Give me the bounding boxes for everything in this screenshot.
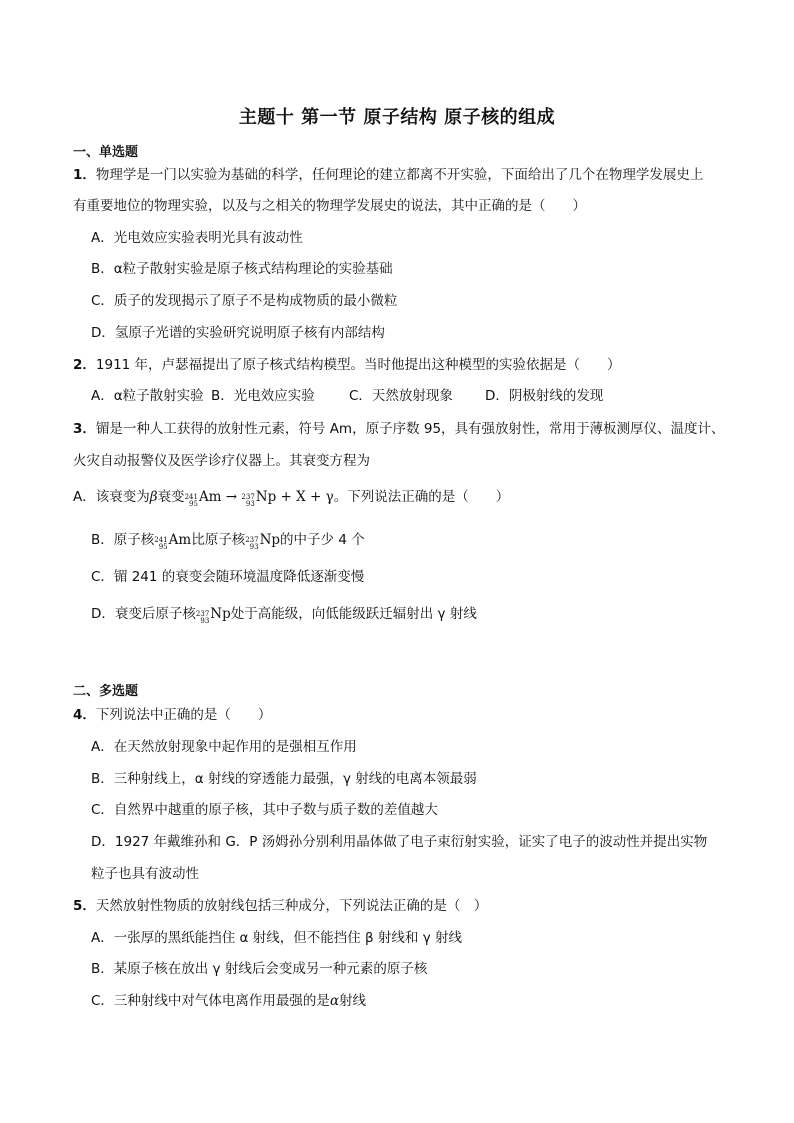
question-text: 镅是一种人工获得的放射性元素，符号 Am，原子序数 95，具有强放射性，常用于薄板测厚仪、温度计、	[95, 421, 725, 437]
question-4	[73, 706, 271, 724]
atomic-number: 95	[158, 543, 168, 551]
q2-option-b[interactable]: B．光电效应实验	[211, 388, 315, 404]
mass-number: 237	[241, 493, 255, 501]
q3-option-c[interactable]: C．镅 241 的衰变会随环境温度降低逐渐变慢	[91, 569, 365, 585]
q3-option-d[interactable]	[91, 605, 477, 625]
q4-option-b[interactable]: B．三种射线上，α 射线的穿透能力最强，γ 射线的电离本领最弱	[91, 771, 477, 787]
mass-number: 241	[184, 493, 198, 501]
atomic-number: 93	[249, 543, 259, 551]
element-symbol: Np	[210, 606, 231, 622]
q4-option-d-line-2: 粒子也具有波动性	[91, 866, 199, 882]
q4-option-c[interactable]: C．自然界中越重的原子核，其中子数与质子数的差值越大	[91, 802, 438, 818]
option-text: 衰变	[157, 489, 185, 505]
option-text: 射线	[339, 993, 367, 1009]
alpha-symbol: α	[329, 993, 340, 1009]
nuclide-am-241	[154, 531, 191, 551]
reaction-arrow: →	[221, 489, 242, 505]
q5-option-a[interactable]: A．一张厚的黑纸能挡住 α 射线，但不能挡住 β 射线和 γ 射线	[91, 930, 462, 946]
element-symbol: Am	[168, 532, 192, 548]
q1-option-b[interactable]: B．α粒子散射实验是原子核式结构理论的实验基础	[91, 261, 393, 277]
beta-symbol: β	[149, 489, 158, 505]
option-text: 比原子核	[191, 532, 246, 548]
q2-option-d[interactable]: D．阴极射线的发现	[485, 388, 604, 404]
section-heading-multiple-choice: 二、多选题	[73, 684, 139, 699]
question-1	[73, 166, 703, 184]
question-number: 5．	[73, 898, 96, 914]
q2-option-c[interactable]: C．天然放射现象	[349, 388, 453, 404]
mass-number: 241	[154, 536, 168, 544]
question-number: 3．	[73, 421, 96, 437]
element-symbol: Np	[259, 532, 281, 548]
mass-number: 237	[245, 536, 259, 544]
q1-option-a[interactable]: A．光电效应实验表明光具有波动性	[91, 230, 303, 246]
atomic-number: 95	[189, 500, 198, 508]
q4-option-a[interactable]: A．在天然放射现象中起作用的是强相互作用	[91, 739, 357, 755]
atomic-number: 93	[245, 500, 255, 508]
atomic-number: 93	[200, 617, 210, 625]
equation-products: + X + γ	[276, 489, 334, 505]
question-1-line-2: 有重要地位的物理实验，以及与之相关的物理学发展史的说法，其中正确的是（ ）	[73, 198, 586, 214]
question-2	[73, 356, 621, 374]
question-text: 1911 年，卢瑟福提出了原子核式结构模型。当时他提出这种模型的实验依据是（ ）	[95, 357, 621, 373]
question-text: 物理学是一门以实验为基础的科学，任何理论的建立都离不开实验，下面给出了几个在物理学发展史上	[95, 167, 704, 183]
q3-option-a[interactable]	[73, 488, 509, 508]
q5-option-c[interactable]	[91, 992, 366, 1010]
nuclide-np-237	[241, 488, 276, 508]
question-number: 1．	[73, 167, 96, 183]
q2-options-row	[91, 387, 603, 405]
q2-option-a[interactable]: A．α粒子散射实验	[91, 388, 204, 404]
q5-option-b[interactable]: B．某原子核在放出 γ 射线后会变成另一种元素的原子核	[91, 961, 428, 977]
question-number: 2．	[73, 357, 96, 373]
option-text: B．原子核	[91, 532, 155, 548]
nuclide-am-241	[185, 488, 222, 508]
nuclide-np-237	[196, 605, 231, 625]
page-title: 主题十 第一节 原子结构 原子核的组成	[238, 107, 556, 128]
question-text: 天然放射性物质的放射线包括三种成分，下列说法正确的是（ ）	[95, 898, 488, 914]
q3-option-b[interactable]	[91, 531, 365, 551]
q1-option-c[interactable]: C．质子的发现揭示了原子不是构成物质的最小微粒	[91, 293, 398, 309]
option-text: 。下列说法正确的是（ ）	[333, 489, 510, 505]
option-text: D．衰变后原子核	[91, 606, 196, 622]
question-3-line-2: 火灾自动报警仪及医学诊疗仪器上。其衰变方程为	[73, 453, 370, 469]
nuclide-np-237	[245, 531, 280, 551]
question-number: 4．	[73, 707, 96, 723]
question-5	[73, 897, 487, 915]
element-symbol: Np	[255, 489, 277, 505]
element-symbol: Am	[198, 489, 222, 505]
mass-number: 237	[195, 610, 210, 618]
question-3	[73, 420, 725, 438]
section-heading-single-choice: 一、单选题	[73, 145, 139, 160]
option-text: A．该衰变为	[73, 489, 150, 505]
q1-option-d[interactable]: D．氢原子光谱的实验研究说明原子核有内部结构	[91, 325, 385, 341]
option-text: C．三种射线中对气体电离作用最强的是	[91, 993, 330, 1009]
question-text: 下列说法中正确的是（ ）	[95, 707, 272, 723]
option-text: 处于高能级，向低能级跃迁辐射出 γ 射线	[230, 606, 477, 622]
q4-option-d[interactable]: D．1927 年戴维孙和 G．P 汤姆孙分别利用晶体做了电子束衍射实验，证实了电子的波动性并提出实物	[91, 834, 708, 850]
option-text: 的中子少 4 个	[280, 532, 365, 548]
